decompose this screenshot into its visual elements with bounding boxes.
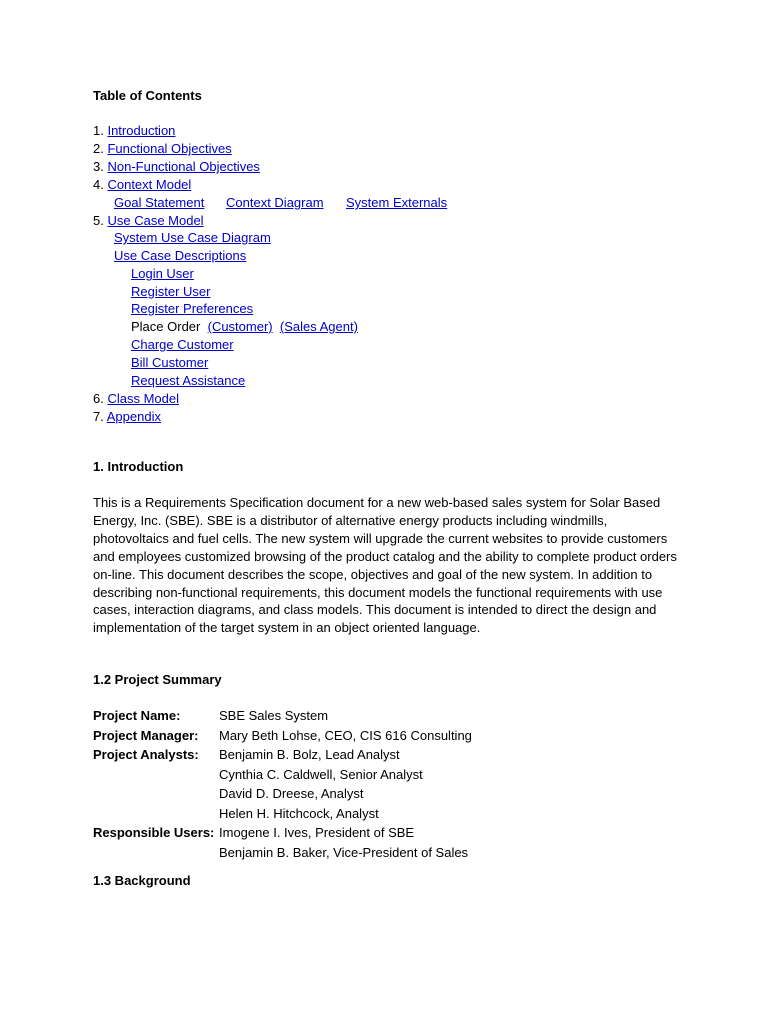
- project-analysts-row: [93, 745, 472, 823]
- place-order-label: Place Order: [131, 319, 201, 334]
- responsible-users-value: [219, 823, 472, 862]
- toc-link-non-functional-objectives[interactable]: Non-Functional Objectives: [107, 159, 260, 174]
- toc-item-number: 4.: [93, 177, 104, 192]
- introduction-paragraph: This is a Requirements Specification document for a new web-based sales system for Solar Based Energy, Inc. (SBE). SBE is a distributor of alternative energy products including windmills, photovoltaics and fuel cells. The new system will upgrade the current websites to provide customers and employees customized browsing of the product catalog and the ability to complete product orders on-line. This document describes the scope, objectives and goal of the new system. In addition to describing non-functional requirements, this document models the functional requirements with use cases, interaction diagrams, and class models. This document is intended to direct the design and implementation of the target system in an object oriented language.: [93, 495, 677, 636]
- toc-item-7: [93, 408, 161, 426]
- project-name-label: Project Name:: [93, 708, 181, 723]
- responsible-users-label: Responsible Users:: [93, 825, 215, 840]
- toc-item-5: [93, 212, 204, 230]
- toc-item-1: [93, 122, 175, 140]
- section-heading-background: 1.3 Background: [93, 873, 191, 888]
- toc-link-place-order-sales-agent[interactable]: (Sales Agent): [279, 319, 358, 334]
- toc-item-2: [93, 140, 232, 158]
- toc-item-number: 5.: [93, 213, 104, 228]
- toc-item-6: [93, 390, 179, 408]
- toc-place-order: [131, 318, 358, 336]
- section-heading-project-summary: 1.2 Project Summary: [93, 672, 222, 687]
- toc-link-login-user[interactable]: Login User: [131, 266, 194, 281]
- toc-link-system-externals[interactable]: System Externals: [346, 195, 448, 210]
- toc-item-number: 6.: [93, 391, 104, 406]
- toc-item-4: [93, 176, 191, 194]
- project-manager-row: [93, 726, 472, 746]
- toc-item-number: 3.: [93, 159, 104, 174]
- project-name-value: SBE Sales System: [219, 708, 329, 723]
- toc-link-introduction[interactable]: Introduction: [107, 123, 176, 138]
- toc-link-register-preferences[interactable]: Register Preferences: [131, 301, 254, 316]
- analyst-entry: Benjamin B. Bolz, Lead Analyst: [219, 747, 400, 762]
- toc-item-number: 2.: [93, 141, 104, 156]
- toc-link-functional-objectives[interactable]: Functional Objectives: [107, 141, 232, 156]
- responsible-user-entry: Imogene I. Ives, President of SBE: [219, 825, 415, 840]
- project-name-row: [93, 706, 472, 726]
- project-analysts-value: [219, 745, 472, 823]
- toc-link-bill-customer[interactable]: Bill Customer: [131, 355, 209, 370]
- toc-link-request-assistance[interactable]: Request Assistance: [131, 373, 246, 388]
- project-analysts-label: Project Analysts:: [93, 747, 199, 762]
- project-manager-value: Mary Beth Lohse, CEO, CIS 616 Consulting: [219, 727, 472, 743]
- toc-link-use-case-descriptions[interactable]: Use Case Descriptions: [114, 248, 247, 263]
- toc-link-place-order-customer[interactable]: (Customer): [207, 319, 273, 334]
- project-summary-table: [93, 706, 472, 862]
- toc-item-number: 7.: [93, 409, 104, 424]
- toc-link-context-model[interactable]: Context Model: [107, 177, 192, 192]
- analyst-entry: Helen H. Hitchcock, Analyst: [219, 805, 379, 821]
- toc-link-context-diagram[interactable]: Context Diagram: [226, 195, 324, 210]
- toc-link-goal-statement[interactable]: Goal Statement: [114, 195, 205, 210]
- toc-heading: Table of Contents: [93, 88, 202, 103]
- toc-link-charge-customer[interactable]: Charge Customer: [131, 337, 234, 352]
- toc-link-class-model[interactable]: Class Model: [107, 391, 179, 406]
- project-manager-label: Project Manager:: [93, 727, 199, 743]
- analyst-entry: Cynthia C. Caldwell, Senior Analyst: [219, 766, 423, 782]
- toc-item-number: 1.: [93, 123, 104, 138]
- toc-link-use-case-model[interactable]: Use Case Model: [107, 213, 204, 228]
- toc-item-3: [93, 158, 260, 176]
- section-heading-introduction: 1. Introduction: [93, 459, 184, 474]
- toc-link-appendix[interactable]: Appendix: [106, 409, 161, 424]
- responsible-user-entry: Benjamin B. Baker, Vice-President of Sales: [219, 844, 469, 860]
- responsible-users-row: [93, 823, 472, 862]
- toc-link-system-use-case-diagram[interactable]: System Use Case Diagram: [114, 230, 271, 245]
- analyst-entry: David D. Dreese, Analyst: [219, 786, 364, 801]
- toc-link-register-user[interactable]: Register User: [131, 284, 211, 299]
